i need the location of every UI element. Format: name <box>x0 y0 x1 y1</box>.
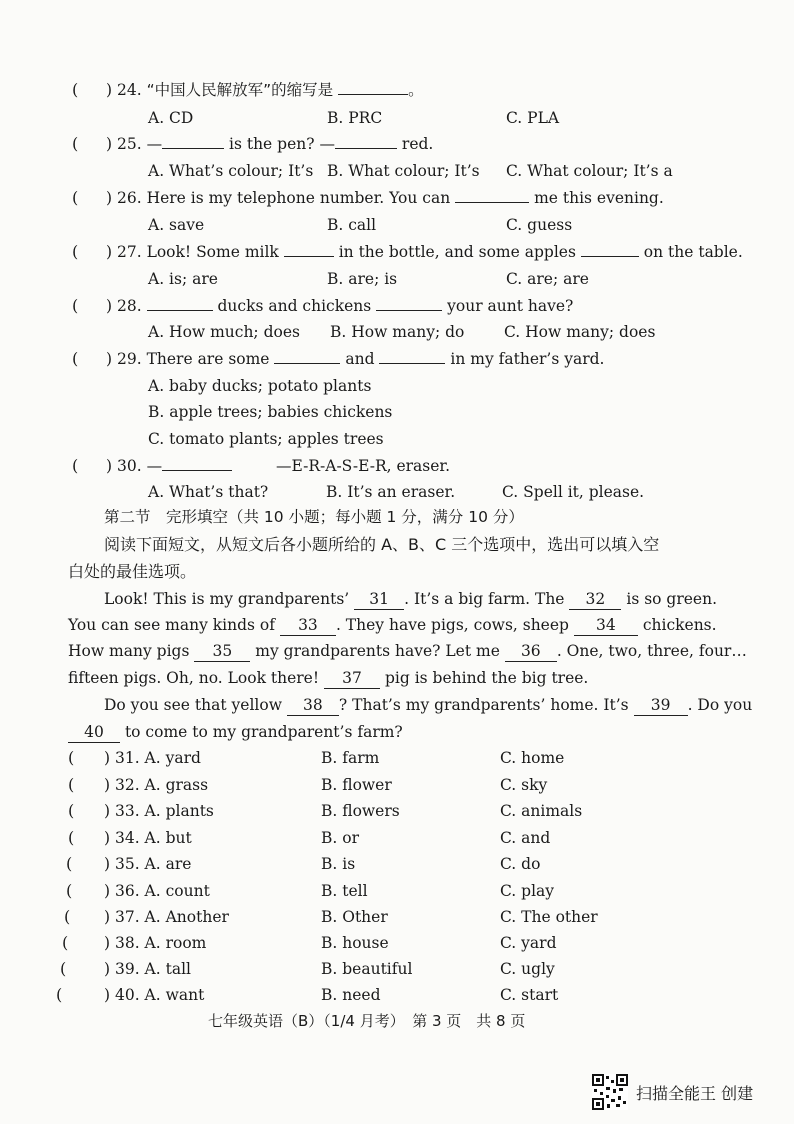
answer-paren[interactable]: ( <box>64 907 71 926</box>
question-24 <box>106 80 424 100</box>
question-number: ) 28. <box>106 297 142 315</box>
cloze-item-b: B. flowers <box>321 802 400 820</box>
cloze-item-b: B. flower <box>321 776 392 794</box>
cloze-blank-36[interactable]: 36 <box>505 641 557 662</box>
cloze-item-c: C. home <box>500 749 565 767</box>
passage-text: chickens. <box>642 616 717 634</box>
passage-text: fifteen pigs. Oh, no. Look there! <box>68 669 320 687</box>
qr-code-icon <box>592 1074 628 1110</box>
cloze-item-c: C. yard <box>500 934 557 952</box>
option-b: B. are; is <box>327 270 398 288</box>
cloze-blank-31[interactable]: 31 <box>354 589 404 610</box>
cloze-item-a: ) 34. A. but <box>104 829 192 847</box>
answer-blank[interactable] <box>335 134 397 149</box>
option-c: C. How many; does <box>504 323 656 341</box>
question-29 <box>106 349 604 369</box>
option-a: A. What’s colour; It’s <box>148 162 314 180</box>
answer-paren[interactable]: ( <box>72 134 79 153</box>
question-stem: is the pen? <box>229 135 315 153</box>
option-c: C. PLA <box>506 109 560 127</box>
answer-blank[interactable] <box>162 134 224 149</box>
answer-blank[interactable] <box>376 296 442 311</box>
cloze-blank-34[interactable]: 34 <box>574 615 638 636</box>
cloze-blank-40[interactable]: 40 <box>68 722 120 743</box>
question-end: me this evening. <box>534 189 664 207</box>
scanner-watermark <box>592 1074 753 1110</box>
option-a: A. What’s that? <box>148 483 269 501</box>
cloze-item-b: B. beautiful <box>321 960 413 978</box>
question-stem: Here is my telephone number. You can <box>146 189 451 207</box>
question-stem: in the bottle, and some apples <box>338 243 576 261</box>
cloze-item-a: ) 32. A. grass <box>104 776 209 794</box>
question-end: in my father’s yard. <box>450 350 605 368</box>
answer-paren[interactable]: ( <box>72 349 79 368</box>
option-c: C. guess <box>506 216 573 234</box>
question-stem: ducks and chickens <box>217 297 372 315</box>
option-b: B. What colour; It’s <box>327 162 480 180</box>
question-stem: There are some <box>146 350 270 368</box>
answer-blank[interactable] <box>274 349 340 364</box>
passage-line <box>68 615 717 636</box>
question-end: red. <box>401 135 434 153</box>
question-26 <box>106 188 664 208</box>
option-b: B. How many; do <box>330 323 465 341</box>
answer-paren[interactable]: ( <box>68 775 75 794</box>
answer-paren[interactable]: ( <box>72 456 79 475</box>
question-stem: Look! Some milk <box>146 243 279 261</box>
answer-paren[interactable]: ( <box>60 959 67 978</box>
passage-text: . One, two, three, four… <box>556 642 747 660</box>
question-27 <box>106 242 743 262</box>
passage-text: Look! This is my grandparents’ <box>104 590 350 608</box>
option-a: A. save <box>148 216 205 234</box>
cloze-blank-37[interactable]: 37 <box>324 668 380 689</box>
question-end: on the table. <box>643 243 743 261</box>
cloze-item-b: B. Other <box>321 908 388 926</box>
page-footer: 七年级英语（B）（1/4 月考） 第 3 页 共 8 页 <box>208 1012 526 1030</box>
cloze-item-c: C. do <box>500 855 541 873</box>
section-title: 第二节 完形填空（共 10 小题；每小题 1 分，满分 10 分） <box>104 508 524 526</box>
answer-paren[interactable]: ( <box>72 188 79 207</box>
answer-blank[interactable] <box>284 242 334 257</box>
passage-text: to come to my grandparent’s farm? <box>124 723 403 741</box>
cloze-item-c: C. sky <box>500 776 548 794</box>
passage-text: Do you see that yellow <box>104 696 282 714</box>
answer-paren[interactable]: ( <box>68 801 75 820</box>
question-stem: and <box>345 350 375 368</box>
question-number: ) 29. <box>106 350 142 368</box>
answer-paren[interactable]: ( <box>72 296 79 315</box>
cloze-blank-38[interactable]: 38 <box>287 695 339 716</box>
passage-line <box>68 668 588 689</box>
passage-line <box>68 641 747 662</box>
passage-text: . It’s a big farm. The <box>404 590 565 608</box>
cloze-item-a: ) 36. A. count <box>104 882 210 900</box>
dash: — <box>146 457 163 475</box>
cloze-item-b: B. or <box>321 829 359 847</box>
answer-paren[interactable]: ( <box>72 80 79 99</box>
option-a: A. CD <box>148 109 194 127</box>
passage-text: . Do you <box>687 696 753 714</box>
dash: — <box>319 135 335 153</box>
question-number: ) 25. <box>106 135 142 153</box>
question-number: ) 26. <box>106 189 142 207</box>
question-28 <box>106 296 573 316</box>
passage-text: You can see many kinds of <box>68 616 275 634</box>
option-a: A. is; are <box>148 270 218 288</box>
option-b: B. PRC <box>327 109 383 127</box>
cloze-item-a: ) 33. A. plants <box>104 802 214 820</box>
cloze-item-a: ) 31. A. yard <box>104 749 201 767</box>
passage-text: my grandparents have? Let me <box>255 642 500 660</box>
passage-line <box>104 695 752 716</box>
answer-blank[interactable] <box>338 80 408 95</box>
cloze-blank-33[interactable]: 33 <box>280 615 336 636</box>
cloze-item-c: C. animals <box>500 802 583 820</box>
answer-paren[interactable]: ( <box>62 933 69 952</box>
cloze-blank-32[interactable]: 32 <box>569 589 621 610</box>
section-instructions-cont: 白处的最佳选项。 <box>68 562 197 581</box>
cloze-item-b: B. need <box>321 986 381 1004</box>
option-c: C. are; are <box>506 270 589 288</box>
question-end: your aunt have? <box>447 297 574 315</box>
answer-blank[interactable] <box>162 456 232 471</box>
question-number: ) 30. <box>106 457 142 475</box>
answer-paren[interactable]: ( <box>68 828 75 847</box>
cloze-item-a: ) 35. A. are <box>104 855 192 873</box>
answer-blank[interactable] <box>147 296 213 311</box>
cloze-item-a: ) 37. A. Another <box>104 908 229 926</box>
question-30 <box>106 456 232 476</box>
answer-blank[interactable] <box>455 188 529 203</box>
option-a: A. How much; does <box>148 323 300 341</box>
answer-paren[interactable]: ( <box>72 242 79 261</box>
answer-blank[interactable] <box>581 242 639 257</box>
option-a: A. baby ducks; potato plants <box>148 377 372 395</box>
question-reply: —E-R-A-S-E-R, eraser. <box>276 457 451 475</box>
answer-paren[interactable]: ( <box>66 854 73 873</box>
answer-paren[interactable]: ( <box>56 985 63 1004</box>
passage-text: ? That’s my grandparents’ home. It’s <box>338 696 629 714</box>
passage-text: How many pigs <box>68 642 190 660</box>
cloze-item-b: B. farm <box>321 749 380 767</box>
cloze-item-c: C. start <box>500 986 559 1004</box>
passage-text: pig is behind the big tree. <box>384 669 589 687</box>
dash: — <box>146 135 163 153</box>
cloze-item-b: B. tell <box>321 882 368 900</box>
option-c: C. Spell it, please. <box>502 483 645 501</box>
cloze-item-c: C. The other <box>500 908 598 926</box>
cloze-blank-39[interactable]: 39 <box>634 695 688 716</box>
question-25 <box>106 134 433 154</box>
cloze-item-c: C. ugly <box>500 960 555 978</box>
cloze-item-a: ) 38. A. room <box>104 934 207 952</box>
option-c: C. tomato plants; apples trees <box>148 430 384 448</box>
passage-text: . They have pigs, cows, sheep <box>335 616 569 634</box>
question-number: ) 27. <box>106 243 142 261</box>
passage-line <box>68 722 403 743</box>
question-stem: “中国人民解放军”的缩写是 <box>146 81 334 99</box>
option-b: B. call <box>327 216 377 234</box>
cloze-item-a: ) 40. A. want <box>104 986 205 1004</box>
answer-paren[interactable]: ( <box>68 748 75 767</box>
cloze-item-b: B. house <box>321 934 389 952</box>
option-b: B. apple trees; babies chickens <box>148 403 393 421</box>
cloze-blank-35[interactable]: 35 <box>194 641 250 662</box>
option-b: B. It’s an eraser. <box>326 483 456 501</box>
option-c: C. What colour; It’s a <box>506 162 673 180</box>
cloze-item-c: C. and <box>500 829 551 847</box>
cloze-item-a: ) 39. A. tall <box>104 960 191 978</box>
answer-paren[interactable]: ( <box>66 881 73 900</box>
cloze-item-b: B. is <box>321 855 356 873</box>
passage-text: is so green. <box>626 590 717 608</box>
question-end: 。 <box>408 81 424 99</box>
question-number: ) 24. <box>106 81 142 99</box>
watermark-text: 扫描全能王 创建 <box>636 1083 754 1103</box>
answer-blank[interactable] <box>379 349 445 364</box>
cloze-item-c: C. play <box>500 882 555 900</box>
passage-line <box>104 589 717 610</box>
section-instructions: 阅读下面短文，从短文后各小题所给的 A、B、C 三个选项中，选出可以填入空 <box>104 535 660 554</box>
